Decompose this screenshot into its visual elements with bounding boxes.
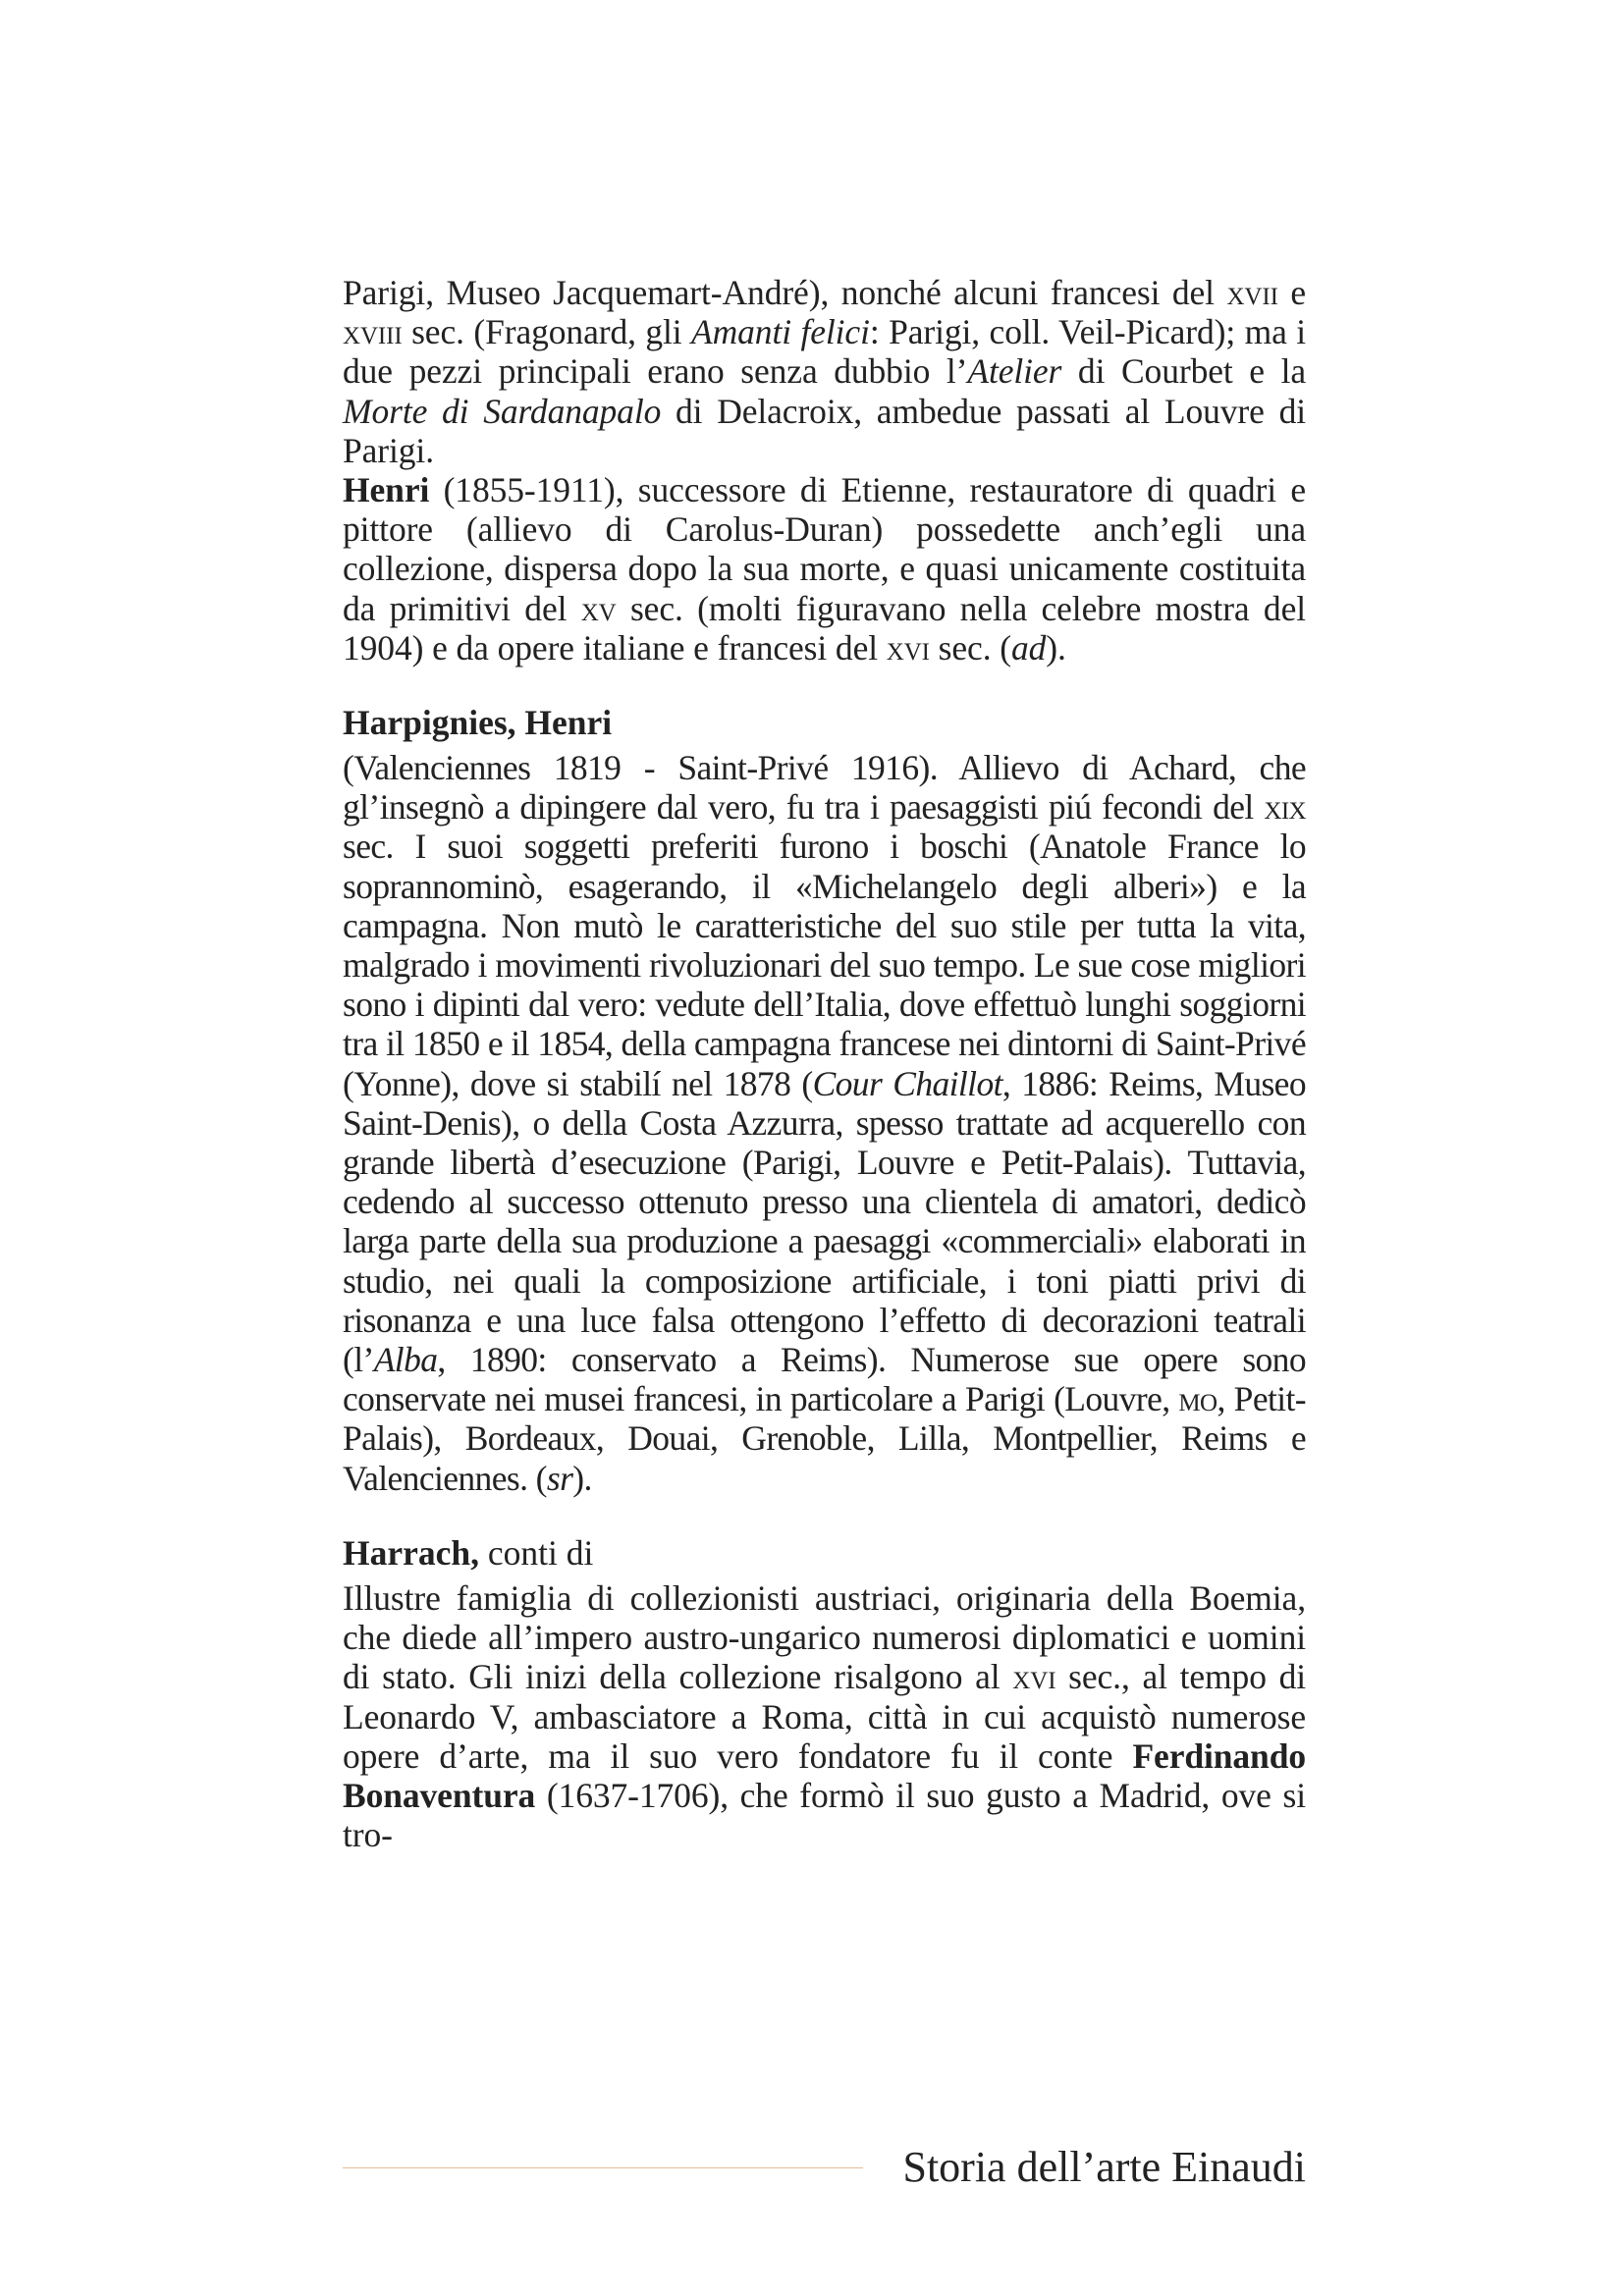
entry-heading-name: Harpignies, Henri bbox=[343, 703, 613, 743]
century-numeral: xvi bbox=[886, 627, 930, 667]
text-segment: , 1886: Reims, Museo Saint-Denis), o della Costa Azzurra, spesso trattate ad acquerello con grande libertà d’esecuzione (Parigi, Louvre e Petit-Palais). Tuttavia, cedendo al successo ottenuto presso una clientela di amatori, dedicò larga parte della sua produzione a paesaggi «commerciali» elaborati in studio, nei quali la composizione artificiale, i toni piatti privi di risonanza e una luce falsa ottengono l’effetto di decorazioni teatrali (l’ bbox=[343, 1063, 1306, 1380]
artwork-title: Amanti felici bbox=[691, 312, 870, 352]
century-numeral: xviii bbox=[343, 312, 403, 352]
harpignies-paragraph bbox=[343, 748, 1306, 1498]
century-numeral: xix bbox=[1264, 787, 1306, 828]
text-segment: sec. I suoi soggetti preferiti furono i boschi (Anatole France lo soprannominò, esagerando, il «Michelangelo degli alberi») e la campagna. Non mutò le caratteristiche del suo stile per tutta la vita, malgrado i movimenti rivoluzionari del suo tempo. Le sue cose migliori sono i dipinti dal vero: vedute dell’Italia, dove effettuò lunghi soggiorni tra il 1850 e il 1854, della campagna francese nei dintorni di Saint-Privé (Yonne), dove si stabilí nel 1878 ( bbox=[343, 827, 1306, 1103]
text-segment: Parigi, Museo Jacquemart-André), nonché alcuni francesi del bbox=[343, 273, 1227, 312]
harrach-paragraph bbox=[343, 1578, 1306, 1854]
artwork-title: Morte di Sardanapalo bbox=[343, 391, 662, 431]
text-segment: ). bbox=[572, 1458, 592, 1498]
entry-heading-subtitle: conti di bbox=[479, 1532, 594, 1573]
footer-rule bbox=[343, 2167, 863, 2168]
text-segment: di Delacroix, ambedue passati al Louvre di Parigi. bbox=[343, 391, 1306, 470]
henri-paragraph bbox=[343, 470, 1306, 667]
artwork-title: Alba bbox=[373, 1340, 438, 1380]
author-initials: ad bbox=[1010, 627, 1047, 667]
century-numeral: xv bbox=[580, 588, 617, 628]
artwork-title: Atelier bbox=[967, 351, 1062, 392]
text-segment: , 1890: conservato a Reims). Numerose sue opere sono conservate nei musei francesi, in particolare a Parigi (Louvre, bbox=[343, 1340, 1306, 1419]
life-dates: (Valenciennes 1819 - Saint-Privé 1916). bbox=[343, 748, 938, 788]
entry-heading-name: Harrach, bbox=[343, 1532, 480, 1573]
artwork-title: Cour Chaillot bbox=[812, 1063, 1002, 1103]
text-segment: sec. (Fragonard, gli bbox=[402, 312, 692, 352]
text-segment: ). bbox=[1046, 627, 1066, 667]
text-segment: , Petit-Palais), Bordeaux, Douai, Grenoble, Lilla, Montpellier, Reims e Valenciennes. ( bbox=[343, 1379, 1306, 1498]
text-segment: e bbox=[1277, 273, 1306, 312]
continuation-paragraph bbox=[343, 273, 1306, 470]
author-initials: sr bbox=[546, 1458, 573, 1498]
entry-heading-harpignies bbox=[343, 703, 1306, 742]
century-numeral: xvi bbox=[1012, 1657, 1056, 1697]
footer-publication-title: Storia dell’arte Einaudi bbox=[902, 2143, 1306, 2191]
person-name: Ferdinando Bonaventura bbox=[343, 1735, 1306, 1815]
museum-abbreviation: mo bbox=[1178, 1379, 1217, 1419]
entry-heading-harrach bbox=[343, 1533, 1306, 1573]
text-segment: sec. ( bbox=[929, 627, 1011, 667]
text-segment: sec., al tempo di Leonardo V, ambasciatore a Roma, città in cui acquistò numerose opere d’arte, ma il suo vero fondatore fu il conte bbox=[343, 1657, 1307, 1776]
text-segment: di Courbet e la bbox=[1061, 351, 1306, 392]
text-segment: sec. (molti figuravano nella celebre mostra del 1904) e da opere italiane e francesi del bbox=[343, 588, 1306, 667]
century-numeral: xvii bbox=[1226, 273, 1278, 312]
text-segment: Allievo di Achard, che gl’insegnò a dipingere dal vero, fu tra i paesaggisti piú fecondi del bbox=[343, 748, 1306, 828]
text-segment: (1637-1706), che formò il suo gusto a Madrid, ove si tro- bbox=[343, 1775, 1306, 1855]
page-body bbox=[343, 273, 1306, 1854]
text-segment: (1855-1911), successore di Etienne, restauratore di quadri e pittore (allievo di Carolus-Duran) possedette anch’egli una collezione, dispersa dopo la sua morte, e quasi unicamente costituita da primitivi del bbox=[343, 470, 1306, 628]
person-name: Henri bbox=[343, 470, 430, 510]
text-segment: Illustre famiglia di collezionisti austriaci, originaria della Boemia, che diede all’impero austro-ungarico numerosi diplomatici e uomini di stato. Gli inizi della collezione risalgono al bbox=[343, 1577, 1306, 1697]
text-segment: : Parigi, coll. Veil-Picard); ma i due pezzi principali erano senza dubbio l’ bbox=[343, 312, 1307, 392]
